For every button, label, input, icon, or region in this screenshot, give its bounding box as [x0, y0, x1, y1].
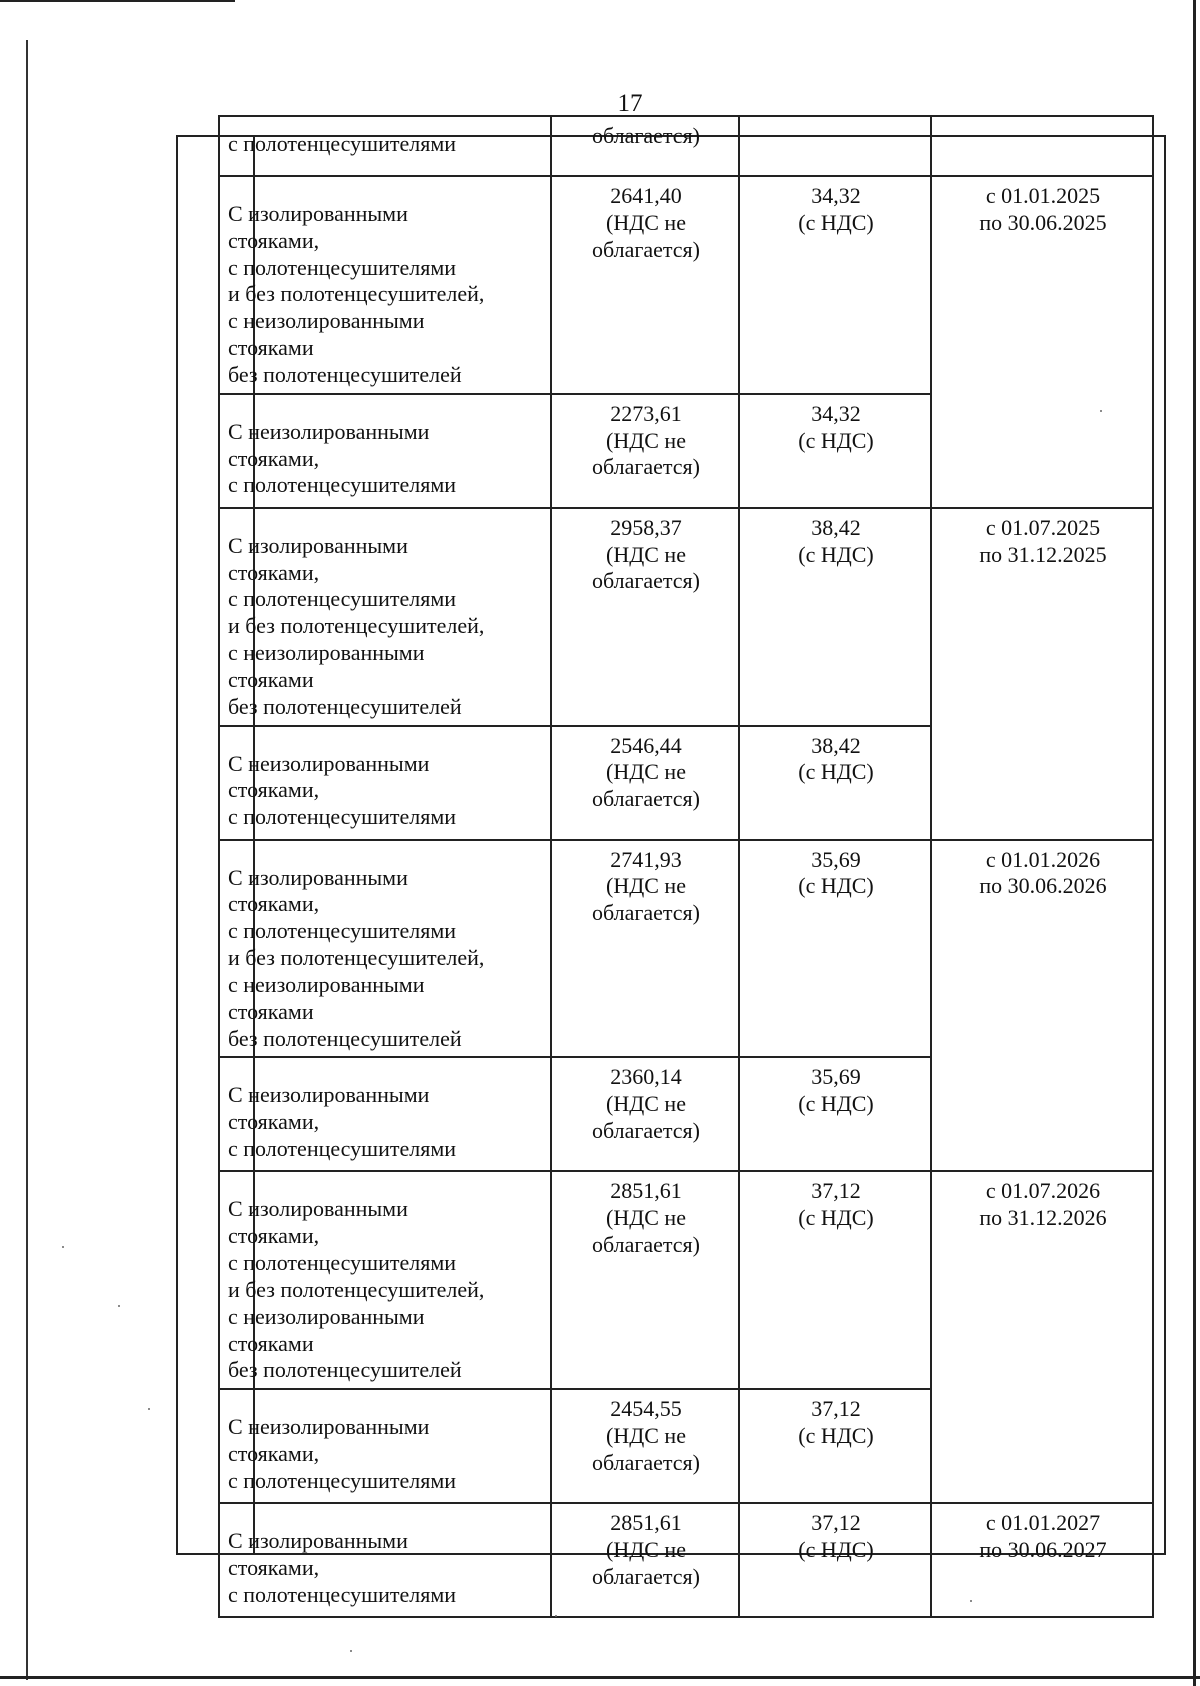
description-line: стояками, [228, 227, 320, 253]
vat-cell [739, 726, 931, 840]
description-cell [219, 116, 551, 176]
period-line: по 30.06.2025 [979, 209, 1107, 235]
vat-value: 38,42 [811, 732, 861, 758]
vat-note: (с НДС) [798, 427, 874, 453]
amount-note: облагается) [591, 236, 701, 262]
vat-cell [739, 1503, 931, 1617]
amount-note: облагается) [591, 1563, 701, 1589]
period-cell [931, 840, 1153, 1172]
amount-note: облагается) [591, 1449, 701, 1475]
description-line: С неизолированными [228, 750, 430, 776]
period-line: с 01.01.2027 [985, 1510, 1101, 1536]
description-line: стояками, [228, 445, 320, 471]
vat-cell [739, 508, 931, 726]
vat-cell [739, 116, 931, 176]
amount-value: 2741,93 [610, 846, 682, 872]
description-line: с неизолированными [228, 640, 425, 666]
description-line: стояками, [228, 1441, 320, 1467]
description-line: С изолированными [228, 201, 408, 226]
vat-value: 37,12 [811, 1396, 861, 1422]
amount-value: 2958,37 [610, 514, 682, 540]
period-cell [931, 176, 1153, 508]
description-line: с полотенцесушителями [228, 1467, 457, 1493]
description-line: С изолированными [228, 1528, 408, 1554]
description-line: С неизолированными [228, 1414, 430, 1440]
description-line: без полотенцесушителей [228, 1025, 462, 1051]
description-cell [219, 1171, 551, 1389]
description-cell [219, 1057, 551, 1171]
description-line: с полотенцесушителями [228, 804, 457, 830]
amount-note: (НДС не [606, 1091, 686, 1117]
description-cell [219, 726, 551, 840]
description-line: стояками [228, 335, 314, 361]
amount-value: 2641,40 [610, 183, 682, 208]
scan-speck [555, 1615, 557, 1617]
scan-speck [118, 1305, 120, 1307]
description-cell [219, 176, 551, 394]
scan-edge-top [0, 0, 235, 2]
description-line: с полотенцесушителями [228, 1136, 457, 1162]
table-row [219, 116, 1153, 176]
period-cell [931, 1171, 1153, 1503]
table-row [219, 1503, 1153, 1617]
description-line: с полотенцесушителями [228, 918, 457, 944]
amount-cell [551, 1171, 739, 1389]
scan-speck [1100, 410, 1102, 412]
description-cell [219, 394, 551, 508]
vat-value: 34,32 [811, 183, 861, 208]
vat-value: 35,69 [811, 846, 861, 872]
description-line: С изолированными [228, 864, 408, 890]
scan-speck [970, 1600, 972, 1602]
vat-note: (с НДС) [798, 209, 874, 235]
description-line: стояками, [228, 1555, 320, 1581]
amount-note: облагается) [591, 786, 701, 812]
table-row [219, 1171, 1153, 1389]
description-line: стояками, [228, 777, 320, 803]
description-line: без полотенцесушителей [228, 1357, 462, 1383]
vat-cell [739, 1057, 931, 1171]
table-row [219, 508, 1153, 726]
vat-note: (с НДС) [798, 1423, 874, 1449]
period-line: по 30.06.2027 [979, 1537, 1107, 1563]
amount-cell [551, 1057, 739, 1171]
description-cell [219, 508, 551, 726]
description-line: С изолированными [228, 532, 408, 558]
amount-value: 2360,14 [610, 1064, 682, 1090]
description-line: стояками, [228, 559, 320, 585]
amount-note: облагается) [591, 900, 701, 926]
scan-speck [148, 1408, 150, 1410]
period-line: по 31.12.2025 [979, 541, 1107, 567]
description-line: стояками [228, 666, 314, 692]
scan-speck [350, 1650, 352, 1652]
description-line: стояками, [228, 1109, 320, 1135]
amount-cell [551, 176, 739, 394]
vat-cell [739, 1171, 931, 1389]
amount-cell [551, 840, 739, 1058]
description-line: без полотенцесушителей [228, 361, 462, 387]
description-line: с полотенцесушителями [228, 254, 457, 280]
amount-cell [551, 116, 739, 176]
vat-value: 37,12 [811, 1510, 861, 1536]
description-cell [219, 840, 551, 1058]
period-line: по 30.06.2026 [979, 873, 1107, 899]
scan-edge-bottom [0, 1676, 1200, 1679]
period-line: с 01.01.2025 [985, 183, 1101, 208]
description-line: с неизолированными [228, 308, 425, 334]
amount-note: (НДС не [606, 209, 686, 235]
vat-value: 38,42 [811, 514, 861, 540]
vat-cell [739, 840, 931, 1058]
scan-speck [62, 1246, 64, 1248]
description-line: с полотенцесушителями [228, 1581, 457, 1607]
amount-note: (НДС не [606, 427, 686, 453]
description-line: стояками, [228, 891, 320, 917]
amount-note: (НДС не [606, 759, 686, 785]
tariff-table-body [219, 116, 1153, 1617]
amount-value: 2851,61 [610, 1178, 682, 1204]
scan-edge-right [1193, 0, 1196, 1686]
amount-cell [551, 1503, 739, 1617]
amount-note: облагается) [591, 568, 701, 594]
amount-note: облагается) [591, 123, 701, 148]
amount-cell [551, 394, 739, 508]
description-line: с полотенцесушителями [228, 131, 457, 156]
description-line: с неизолированными [228, 1303, 425, 1329]
amount-value: 2454,55 [610, 1396, 682, 1422]
description-line: С изолированными [228, 1196, 408, 1222]
description-line: с полотенцесушителями [228, 1250, 457, 1276]
amount-note: (НДС не [606, 1537, 686, 1563]
tariff-table [218, 115, 1154, 1618]
description-line: и без полотенцесушителей, [228, 613, 485, 639]
vat-value: 37,12 [811, 1178, 861, 1204]
period-cell [931, 1503, 1153, 1617]
vat-note: (с НДС) [798, 1537, 874, 1563]
amount-value: 2273,61 [610, 400, 682, 426]
amount-note: облагается) [591, 1118, 701, 1144]
amount-note: (НДС не [606, 873, 686, 899]
period-cell [931, 508, 1153, 840]
page-number: 17 [617, 90, 643, 117]
description-cell [219, 1503, 551, 1617]
amount-note: облагается) [591, 1232, 701, 1258]
period-line: с 01.07.2026 [985, 1178, 1101, 1204]
description-line: С неизолированными [228, 418, 430, 444]
vat-cell [739, 1389, 931, 1503]
period-line: с 01.07.2025 [985, 514, 1101, 540]
description-line: с неизолированными [228, 971, 425, 997]
amount-value: 2851,61 [610, 1510, 682, 1536]
description-line: и без полотенцесушителей, [228, 945, 485, 971]
description-cell [219, 1389, 551, 1503]
description-line: без полотенцесушителей [228, 693, 462, 719]
amount-note: (НДС не [606, 1205, 686, 1231]
vat-value: 34,32 [811, 400, 861, 426]
period-line: с 01.01.2026 [985, 846, 1101, 872]
description-line: и без полотенцесушителей, [228, 281, 485, 307]
vat-note: (с НДС) [798, 759, 874, 785]
vat-note: (с НДС) [798, 1091, 874, 1117]
amount-note: (НДС не [606, 1423, 686, 1449]
vat-value: 35,69 [811, 1064, 861, 1090]
amount-note: облагается) [591, 454, 701, 480]
vat-cell [739, 394, 931, 508]
amount-cell [551, 1389, 739, 1503]
scan-edge-left [26, 40, 28, 1680]
amount-value: 2546,44 [610, 732, 682, 758]
amount-note: (НДС не [606, 541, 686, 567]
amount-cell [551, 726, 739, 840]
period-cell [931, 116, 1153, 176]
description-line: с полотенцесушителями [228, 586, 457, 612]
description-line: стояками [228, 1330, 314, 1356]
description-line: и без полотенцесушителей, [228, 1276, 485, 1302]
description-line: стояками, [228, 1223, 320, 1249]
vat-note: (с НДС) [798, 1205, 874, 1231]
table-row [219, 176, 1153, 394]
table-row [219, 840, 1153, 1058]
period-line: по 31.12.2026 [979, 1205, 1107, 1231]
amount-cell [551, 508, 739, 726]
description-line: с полотенцесушителями [228, 472, 457, 498]
vat-cell [739, 176, 931, 394]
vat-note: (с НДС) [798, 541, 874, 567]
vat-note: (с НДС) [798, 873, 874, 899]
description-line: стояками [228, 998, 314, 1024]
description-line: С неизолированными [228, 1082, 430, 1108]
